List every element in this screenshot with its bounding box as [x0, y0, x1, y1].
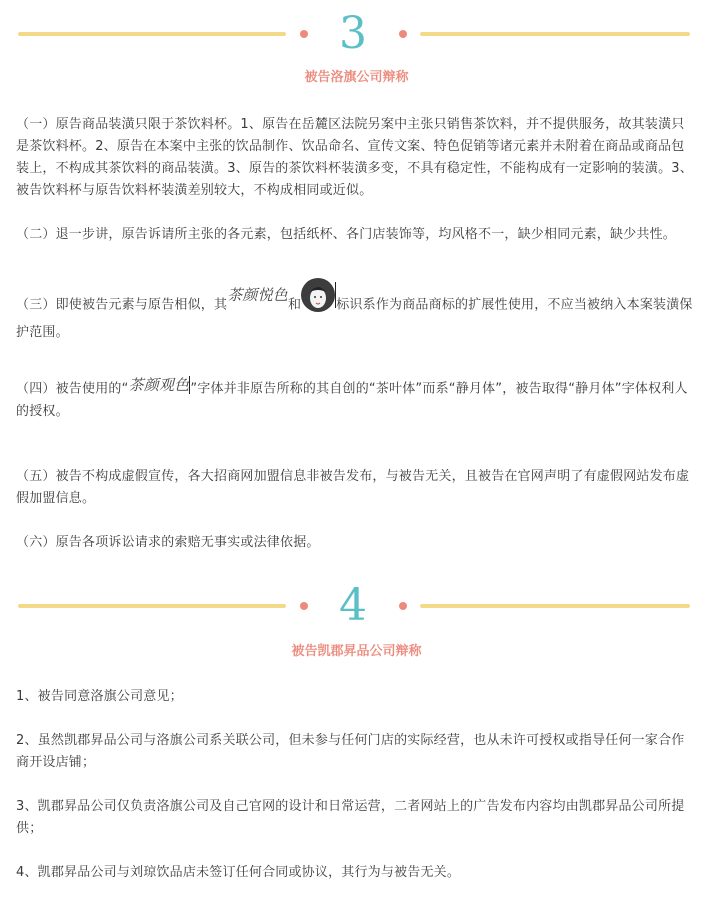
paragraph: （六）原告各项诉讼请求的索赔无事实或法律依据。	[16, 535, 320, 550]
text-cursor	[335, 282, 336, 308]
paragraph: （二）退一步讲，原告诉请所主张的各元素，包括纸杯、各门店装饰等，均风格不一，缺少相同元素，缺少共性。	[16, 227, 677, 242]
divider-line-left	[18, 32, 286, 36]
section-number: 3	[339, 8, 367, 59]
paragraph-text: ”字体并非原告所称的其自创的“茶叶体”而系“静月体”，被告取得“静月体”字体权利人的授权。	[16, 381, 688, 419]
divider-dot-left	[300, 602, 308, 610]
divider-dot-right	[399, 30, 407, 38]
logo-figure-icon	[301, 278, 335, 312]
divider-line-right	[420, 32, 690, 36]
section-number: 4	[339, 580, 367, 631]
brand-wordmark-image: 茶颜悦色	[227, 286, 289, 304]
section-divider-3	[0, 8, 713, 59]
list-item: 1、被告同意洛旗公司意见；	[16, 689, 183, 704]
list-item: 4、凯郡昇品公司与刘琼饮品店未签订任何合同或协议，其行为与被告无关。	[16, 865, 461, 880]
paragraph: （五）被告不构成虚假宣传，各大招商网加盟信息非被告发布，与被告无关，且被告在官网声明了有虚假网站发布虚假加盟信息。	[16, 469, 690, 506]
section-divider-4	[0, 580, 713, 631]
paragraph	[16, 288, 696, 344]
divider-line-right	[420, 604, 690, 608]
divider-line-left	[18, 604, 286, 608]
font-sample-image: 茶颜观色	[128, 376, 190, 394]
brand-logo-icon	[301, 278, 335, 312]
paragraph: （一）原告商品装潢只限于茶饮料杯。1、原告在岳麓区法院另案中主张只销售茶饮料，并不提供服务，故其装潢只是茶饮料杯。2、原告在本案中主张的饮品制作、饮品命名、宣传文案、特色促销等诸元素并未附着在商品或商品包装上，不构成其茶饮料的商品装潢。3、原告的茶饮料杯装潢多变，不具有稳定性，不能构成有一定影响的装潢。3、被告饮料杯与原告饮料杯装潢差别较大，不构成相同或近似。	[16, 117, 693, 198]
paragraph-text: （三）即使被告元素与原告相似，其	[16, 297, 228, 313]
paragraph-text: （四）被告使用的“	[16, 381, 129, 397]
paragraph-text: 和	[288, 297, 302, 313]
list-item: 3、凯郡昇品公司仅负责洛旗公司及自己官网的设计和日常运营，二者网站上的广告发布内容均由凯郡昇品公司所提供；	[16, 799, 685, 836]
section-title: 被告洛旗公司辩称	[304, 70, 409, 85]
section-title: 被告凯郡昇品公司辩称	[291, 644, 422, 659]
paragraph-text: 标识系作为商品商标的扩展性使用，不应当被纳入本案装潢保护范围。	[16, 297, 693, 340]
list-item: 2、虽然凯郡昇品公司与洛旗公司系关联公司，但未参与任何门店的实际经营，也从未许可授权或指导任何一家合作商开设店铺；	[16, 733, 685, 770]
text-cursor	[189, 376, 190, 394]
divider-dot-left	[300, 30, 308, 38]
divider-dot-right	[399, 602, 407, 610]
paragraph	[16, 378, 696, 423]
